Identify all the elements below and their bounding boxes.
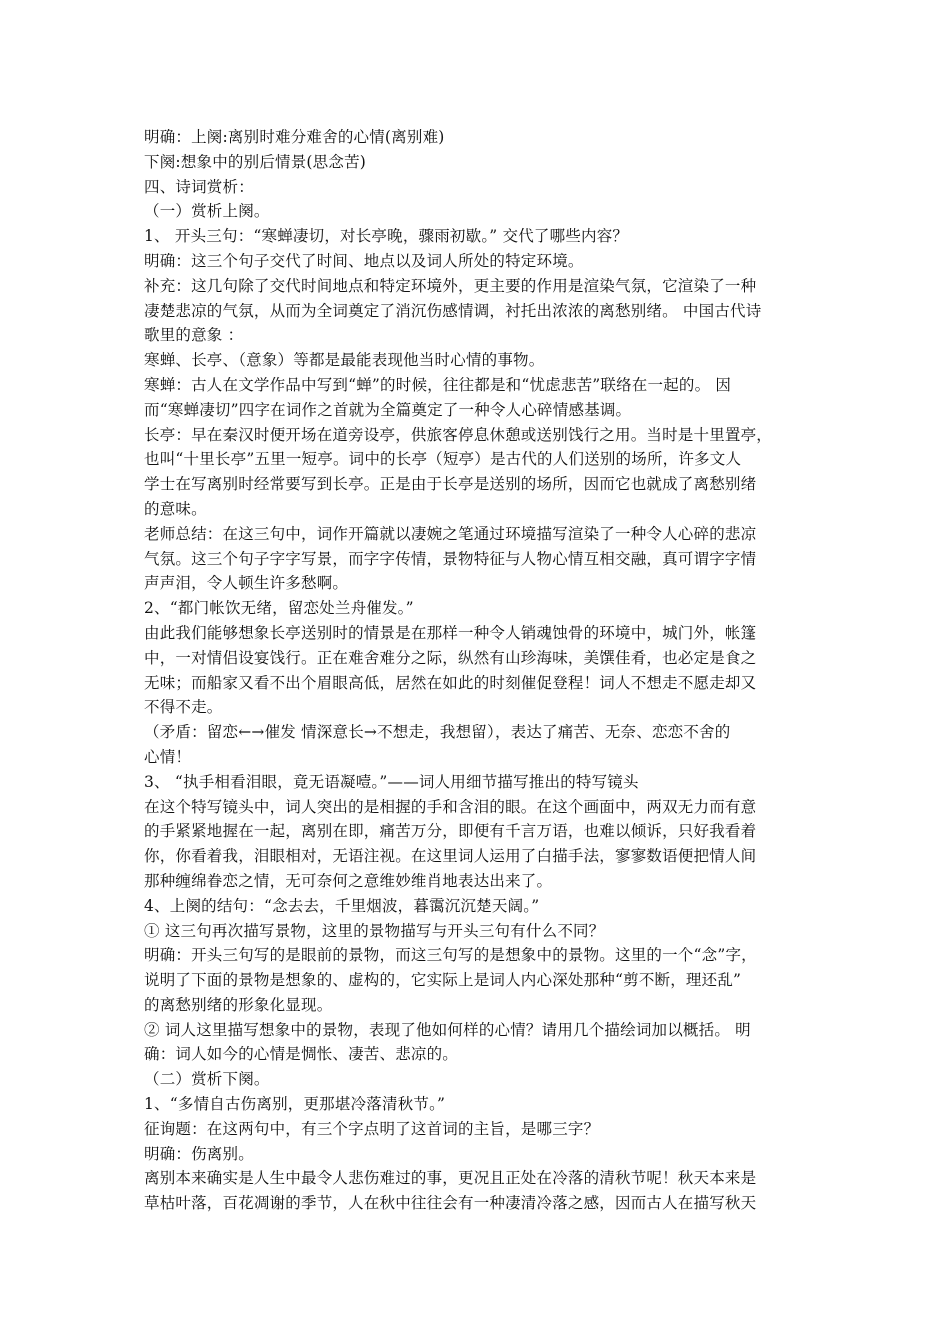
text-line: 歌里的意象 ： xyxy=(144,326,244,345)
text-line: 的意味。 xyxy=(144,499,207,518)
text-line: 凄楚悲凉的气氛，从而为全词奠定了消沉伤感情调，衬托出浓浓的离愁别绪。 中国古代诗 xyxy=(144,301,762,320)
text-line: 确：词人如今的心情是惆怅、凄苦、悲凉的。 xyxy=(144,1045,459,1064)
text-line: ② 词人这里描写想象中的景物，表现了他如何样的心情？请用几个描绘词加以概括。 明 xyxy=(144,1020,751,1039)
text-line: 也叫“十里长亭”五里一短亭。词中的长亭（短亭）是古代的人们送别的场所，许多文人 xyxy=(144,450,742,469)
text-line: 寒蝉：古人在文学作品中写到“蝉”的时候，往往都是和“忧虑悲苦”联络在一起的。 因 xyxy=(144,375,732,394)
document-body xyxy=(144,125,812,1216)
text-line: 不得不走。 xyxy=(144,698,223,717)
text-line: 1、“多情自古伤离别，更那堪冷落清秋节。” xyxy=(144,1095,446,1114)
text-line: ① 这三句再次描写景物，这里的景物描写与开头三句有什么不同？ xyxy=(144,921,605,940)
text-line: 心情！ xyxy=(144,747,192,766)
text-line: 无味；而船家又看不出个眉眼高低，居然在如此的时刻催促登程！词人不想走不愿走却又 xyxy=(144,673,757,692)
text-line: 学士在写离别时经常要写到长亭。正是由于长亭是送别的场所，因而它也就成了离愁别绪 xyxy=(144,475,757,494)
text-line: 征询题：在这两句中，有三个字点明了这首词的主旨，是哪三字？ xyxy=(144,1119,600,1138)
text-line: 长亭：早在秦汉时便开场在道旁设亭，供旅客停息休憩或送别饯行之用。当时是十里置亭， xyxy=(144,425,773,444)
text-line: 3、 “执手相看泪眼，竟无语凝噎。”——词人用细节描写推出的特写镜头 xyxy=(144,772,639,791)
text-line: （二）赏析下阕。 xyxy=(144,1070,270,1089)
text-line: 明确：上阕:离别时难分难舍的心情(离别难) xyxy=(144,128,445,146)
text-line: 说明了下面的景物是想象的、虚构的，它实际上是词人内心深处那种“剪不断，理还乱” xyxy=(144,971,742,990)
text-line: 明确：这三个句子交代了时间、地点以及词人所处的特定环境。 xyxy=(144,251,584,270)
text-line: 明确：伤离别。 xyxy=(144,1144,254,1163)
text-line: 补充：这几句除了交代时间地点和特定环境外，更主要的作用是渲染气氛，它渲染了一种 xyxy=(144,276,757,295)
text-line: 气氛。这三个句子字字写景，而字字传情，景物特征与人物心情互相交融，真可谓字字情 xyxy=(144,549,757,568)
text-line: 明确：开头三句写的是眼前的景物，而这三句写的是想象中的景物。这里的一个“念”字， xyxy=(144,946,757,965)
text-line: 草枯叶落，百花凋谢的季节，人在秋中往往会有一种凄清冷落之感，因而古人在描写秋天 xyxy=(144,1194,757,1213)
text-line: 1、 开头三句：“寒蝉凄切，对长亭晚，骤雨初歇。” 交代了哪些内容？ xyxy=(144,227,629,246)
text-line: 四、诗词赏析： xyxy=(144,177,254,196)
text-line: 由此我们能够想象长亭送别时的情景是在那样一种令人销魂蚀骨的环境中，城门外，帐篷 xyxy=(144,623,757,642)
text-line: 中，一对情侣设宴饯行。正在难舍难分之际，纵然有山珍海味，美馔佳肴，也必定是食之 xyxy=(144,648,757,667)
text-line: 下阕:想象中的别后情景(思念苦) xyxy=(144,152,367,171)
text-line: 的离愁别绪的形象化显现。 xyxy=(144,995,333,1014)
text-line: 4、上阕的结句：“念去去，千里烟波，暮霭沉沉楚天阔。” xyxy=(144,896,540,915)
text-line: 寒蝉、长亭、（意象）等都是最能表现他当时心情的事物。 xyxy=(144,351,545,370)
text-line: （矛盾：留恋←→催发 情深意长→不想走，我想留），表达了痛苦、无奈、恋恋不舍的 xyxy=(144,723,731,742)
text-line: 老师总结：在这三句中，词作开篇就以凄婉之笔通过环境描写渲染了一种令人心碎的悲凉 xyxy=(144,524,757,543)
text-line: 你，你看着我，泪眼相对，无语注视。在这里词人运用了白描手法，寥寥数语便把情人间 xyxy=(144,847,757,866)
text-line: 而“寒蝉凄切”四字在词作之首就为全篇奠定了一种令人心碎情感基调。 xyxy=(144,400,632,419)
text-line: （一）赏析上阕。 xyxy=(144,202,270,221)
text-line: 在这个特写镜头中，词人突出的是相握的手和含泪的眼。在这个画面中，两双无力而有意 xyxy=(144,797,757,816)
text-line: 的手紧紧地握在一起，离别在即，痛苦万分，即便有千言万语，也难以倾诉，只好我看着 xyxy=(144,822,757,841)
text-line: 2、“都门帐饮无绪，留恋处兰舟催发。” xyxy=(144,599,414,618)
text-line: 那种缠绵眷恋之情，无可奈何之意维妙维肖地表达出来了。 xyxy=(144,871,553,890)
text-line: 声声泪，令人顿生许多愁啊。 xyxy=(144,574,349,593)
text-line: 离别本来确实是人生中最令人悲伤难过的事，更况且正处在冷落的清秋节呢！秋天本来是 xyxy=(144,1169,757,1188)
